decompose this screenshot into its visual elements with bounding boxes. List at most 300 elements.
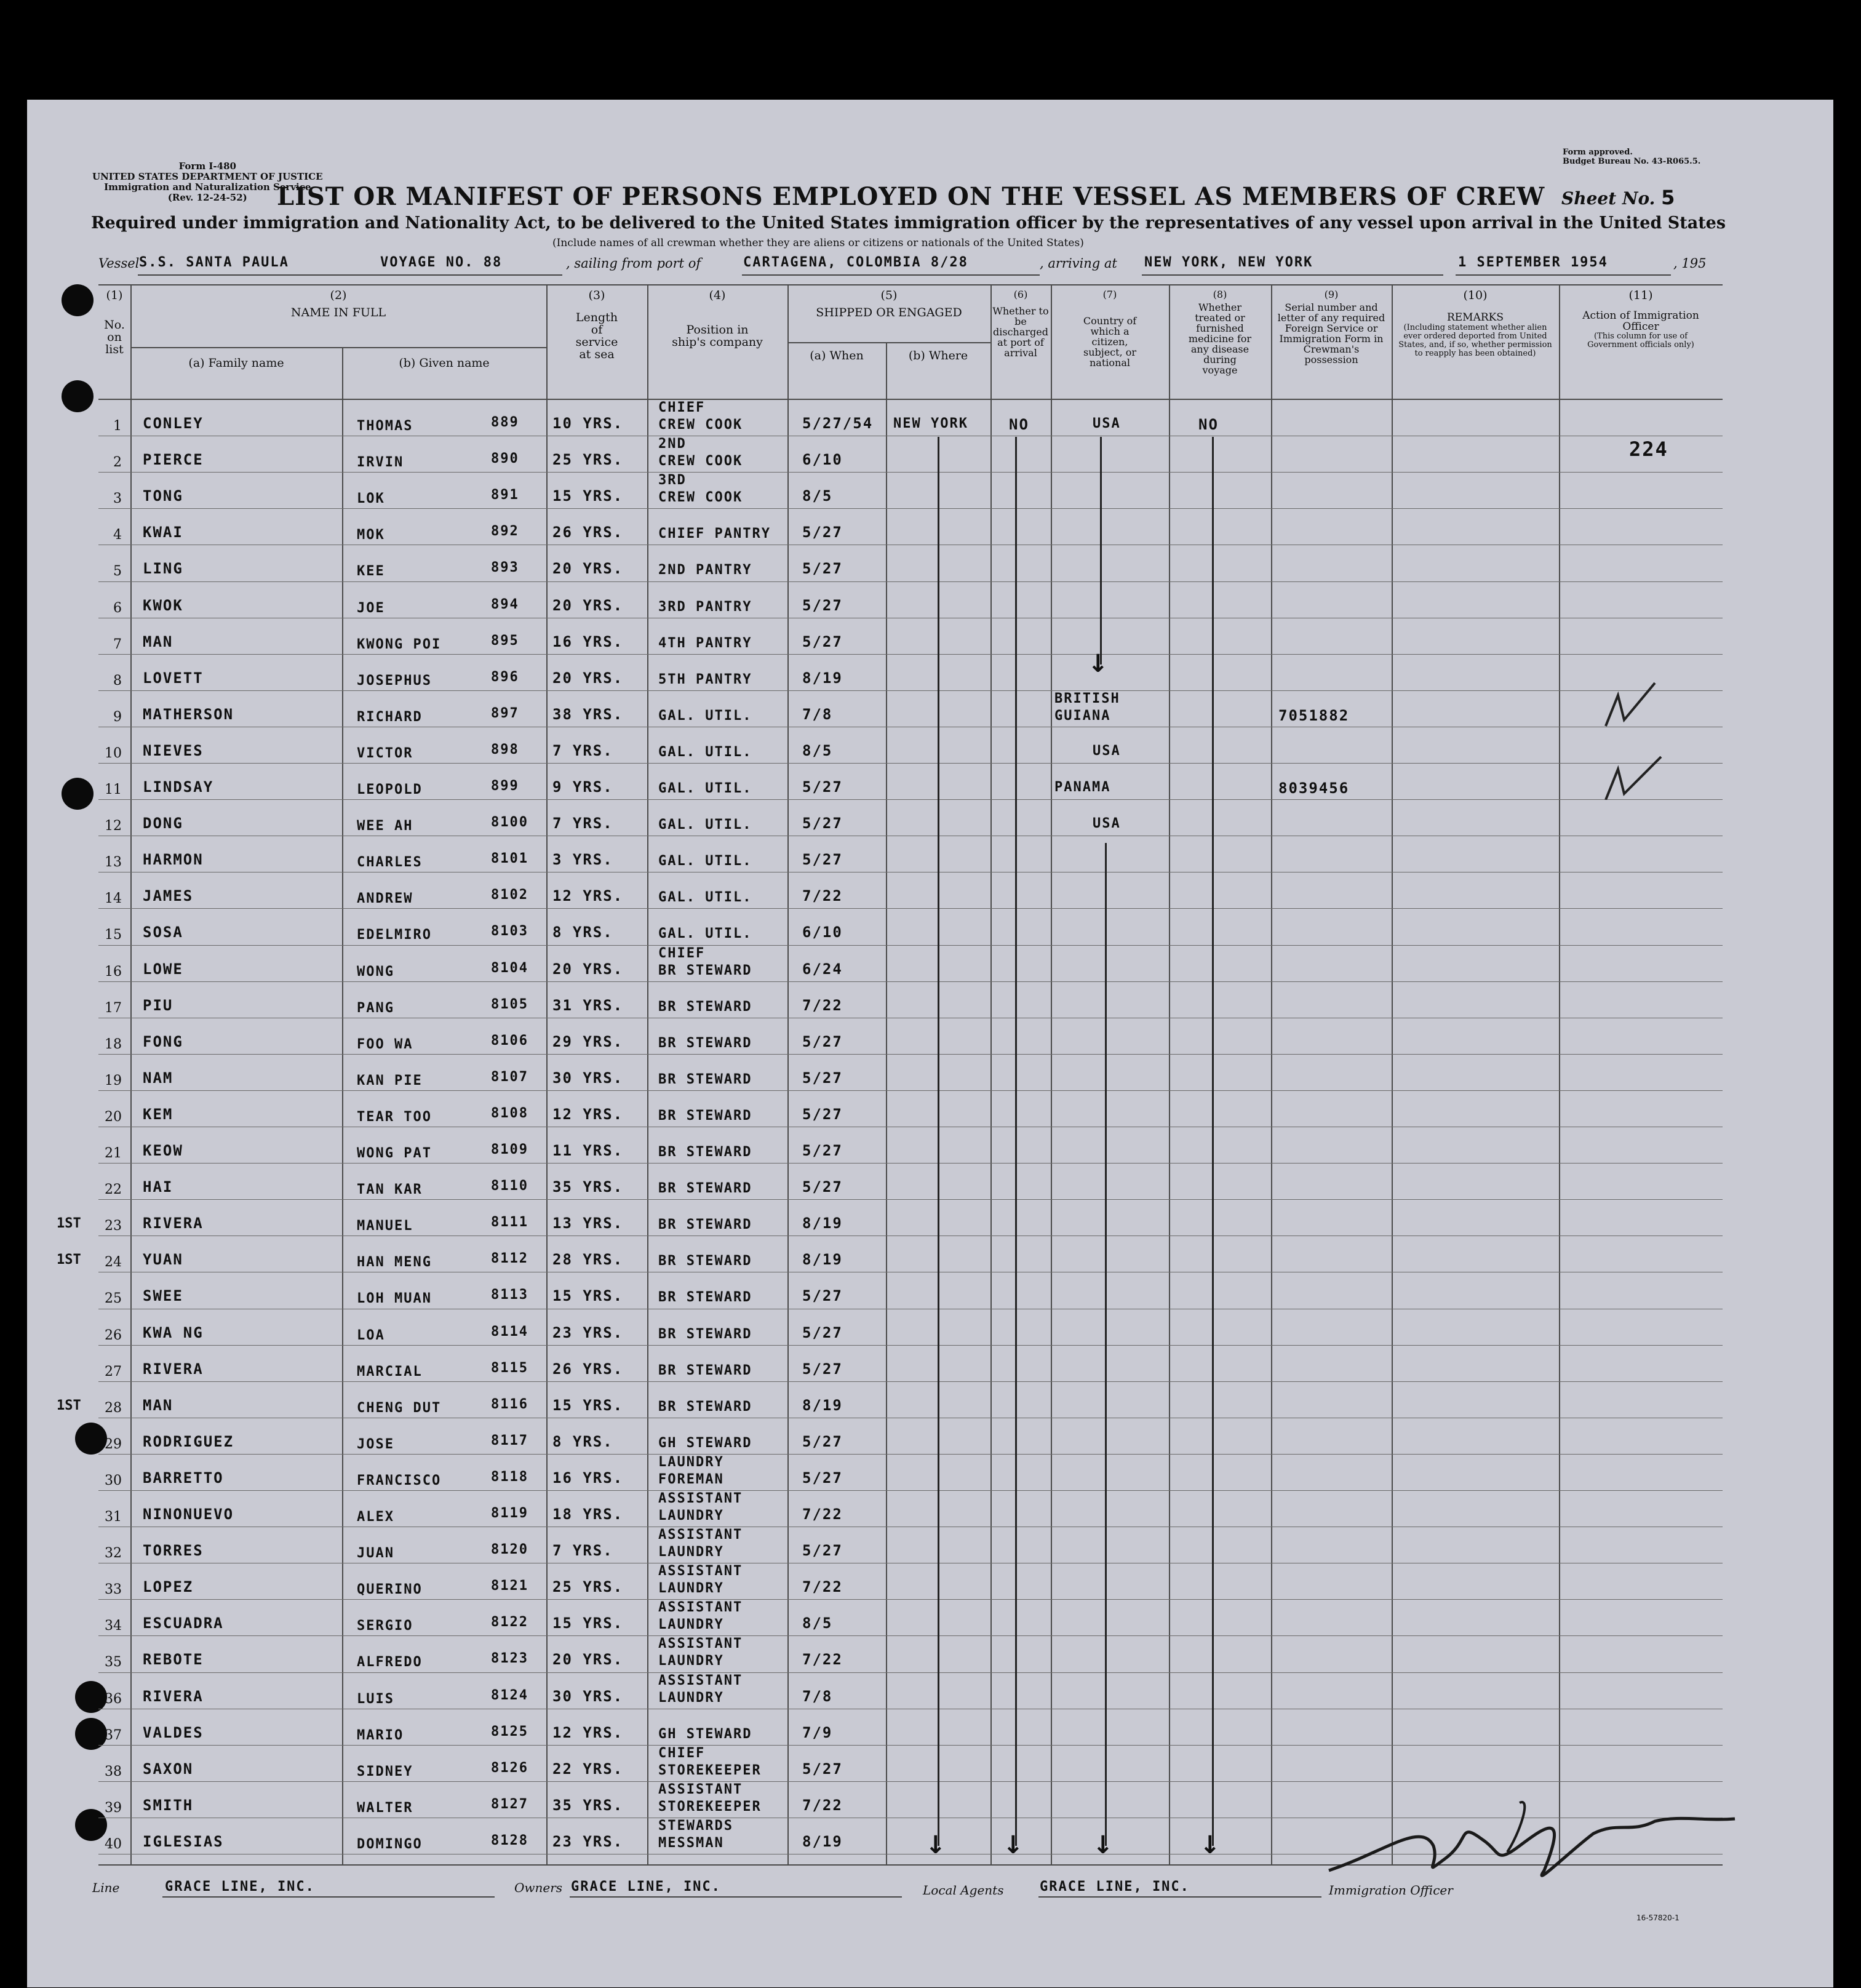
position-line2: GAL. UTIL. [658,926,752,942]
family-name: KWOK [143,596,183,614]
shipped-when: 5/27 [802,633,843,650]
col-header-name: (2) NAME IN FULL [290,289,386,319]
position-line2: LAUNDRY [658,1544,724,1560]
country: USA [1093,416,1121,431]
shipped-when: 5/27 [802,851,843,869]
position-line1: ASSISTANT [658,1672,743,1688]
table-row [98,1018,1723,1055]
position-line2: BR STEWARD [658,1399,752,1415]
family-name: LING [143,560,183,578]
crew-id: 8106 [491,1032,528,1048]
service-length: 3 YRS. [552,851,613,869]
table-row [98,1200,1723,1236]
service-length: 11 YRS. [552,1142,624,1159]
position-line2: GAL. UTIL. [658,781,752,796]
crew-id: 8114 [491,1323,528,1339]
crew-id: 8118 [491,1469,528,1485]
position-line1: CHIEF [658,1745,706,1761]
row-number: 26 [105,1327,122,1343]
crew-id: 892 [491,524,519,540]
shipped-when: 5/27 [802,1287,843,1305]
row-number: 19 [105,1072,122,1088]
position-line2: BR STEWARD [658,1326,752,1342]
table-row [98,509,1723,545]
shipped-when: 6/24 [802,960,843,978]
position-line2: GH STEWARD [658,1435,752,1451]
crew-id: 8113 [491,1287,528,1303]
row-number: 3 [113,491,122,507]
row-number: 10 [105,745,122,761]
arriving-label: , arriving at [1040,256,1117,271]
family-name: LINDSAY [143,778,214,796]
family-name: TONG [143,487,183,505]
table-row [98,1418,1723,1455]
shipped-when: 7/22 [802,1651,843,1669]
shipped-when: 5/27 [802,1760,843,1778]
family-name: RODRIGUEZ [143,1432,234,1450]
given-name: JOSEPHUS [357,673,432,689]
row-number: 27 [105,1363,122,1379]
shipped-when: 5/27 [802,1469,843,1487]
shipped-when: 8/5 [802,487,833,505]
service-length: 25 YRS. [552,451,624,469]
col-header-family: (a) Family name [188,356,284,370]
shipped-when: 8/19 [802,1251,843,1269]
col-header-discharged: (6) Whether to be discharged at port of arrival [992,289,1049,359]
table-row [98,618,1723,655]
given-name: RICHARD [357,709,423,725]
service-length: 8 YRS. [552,924,613,941]
given-name: KWONG POI [357,636,442,652]
table-row [98,1600,1723,1636]
given-name: WONG PAT [357,1146,432,1161]
service-length: 30 YRS. [552,1687,624,1705]
table-row [98,473,1723,509]
row-number: 20 [105,1109,122,1125]
serial-number: 8039456 [1278,780,1350,797]
row-flag: 1ST [57,1397,81,1413]
shipped-when: 5/27 [802,1069,843,1087]
agents-value: GRACE LINE, INC. [1040,1879,1190,1894]
col-header-when: (a) When [810,349,864,362]
family-name: VALDES [143,1723,204,1741]
service-length: 12 YRS. [552,1105,624,1123]
position-line1: ASSISTANT [658,1491,743,1506]
service-length: 12 YRS. [552,1723,624,1741]
family-name: LOWE [143,960,183,978]
table-row [98,1563,1723,1600]
position-line1: STEWARDS [658,1818,733,1834]
position-line2: FOREMAN [658,1471,724,1487]
position-line1: ASSISTANT [658,1600,743,1616]
family-name: PIERCE [143,451,204,469]
row-number: 40 [105,1836,122,1852]
department: UNITED STATES DEPARTMENT OF JUSTICE [92,171,323,182]
row-number: 12 [105,818,122,834]
table-row [98,727,1723,764]
table-row [98,691,1723,727]
table-row [98,1636,1723,1672]
service-length: 16 YRS. [552,1469,624,1487]
position-line2: BR STEWARD [658,1181,752,1197]
shipped-when: 6/10 [802,924,843,941]
position-line1: 2ND [658,436,687,452]
arrival-date: 1 SEPTEMBER 1954 [1458,255,1608,270]
position-line2: LAUNDRY [658,1653,724,1669]
given-name: WONG [357,964,394,980]
position-line1: LAUNDRY [658,1454,724,1470]
shipped-when: 7/8 [802,1687,833,1705]
service-length: 23 YRS. [552,1832,624,1850]
position-line2: CREW COOK [658,417,743,433]
sheet-value: 5 [1661,186,1675,209]
given-name: MARCIAL [357,1363,423,1379]
table-row [98,1164,1723,1200]
given-name: THOMAS [357,418,413,434]
crew-id: 8102 [491,887,528,903]
table-row [98,1346,1723,1382]
col-header-length: (3) Length of service at sea [575,289,618,361]
given-name: MANUEL [357,1218,413,1234]
position-line2: LAUNDRY [658,1690,724,1706]
family-name: NINONUEVO [143,1506,234,1523]
row-number: 28 [105,1400,122,1416]
row-number: 32 [105,1546,122,1562]
crew-id: 8110 [491,1178,528,1194]
table-row [98,1746,1723,1782]
position-line1: ASSISTANT [658,1781,743,1797]
discharged: NO [1009,416,1029,433]
print-code: 16-57820-1 [1636,1914,1680,1922]
given-name: LEOPOLD [357,782,423,797]
given-name: FOO WA [357,1036,413,1052]
shipped-when: 5/27 [802,778,843,796]
line-label: Line [92,1880,120,1895]
row-number: 37 [105,1727,122,1743]
row-flag: 1ST [57,1216,81,1232]
crew-id: 8125 [491,1723,528,1739]
family-name: SWEE [143,1287,183,1305]
crew-id: 8115 [491,1360,528,1376]
table-row [98,872,1723,909]
shipped-when: 7/22 [802,887,843,905]
family-name: MATHERSON [143,705,234,723]
shipped-when: 8/19 [802,1832,843,1850]
family-name: BARRETTO [143,1469,224,1487]
family-name: FONG [143,1032,183,1050]
row-number: 16 [105,964,122,980]
table-row [98,1709,1723,1746]
row-number: 22 [105,1182,122,1198]
service-length: 10 YRS. [552,415,624,432]
position-line2: BR STEWARD [658,999,752,1015]
position-line2: BR STEWARD [658,1253,752,1269]
row-number: 29 [105,1436,122,1452]
given-name: JUAN [357,1546,394,1562]
crew-id: 8123 [491,1651,528,1667]
row-number: 13 [105,855,122,871]
given-name: DOMINGO [357,1836,423,1852]
position-line2: LAUNDRY [658,1617,724,1633]
country: USA [1093,743,1121,759]
family-name: RIVERA [143,1687,204,1705]
family-name: JAMES [143,887,194,905]
row-number: 1 [113,418,122,434]
crew-id: 8127 [491,1796,528,1812]
given-name: SIDNEY [357,1763,413,1779]
family-name: MAN [143,633,173,650]
service-length: 15 YRS. [552,487,624,505]
service-length: 20 YRS. [552,596,624,614]
family-name: SOSA [143,924,183,941]
shipped-when: 5/27 [802,1178,843,1196]
given-name: TAN KAR [357,1182,423,1198]
service-length: 35 YRS. [552,1178,624,1196]
country: PANAMA [1054,780,1111,795]
service-length: 26 YRS. [552,1360,624,1378]
position-line2: GH STEWARD [658,1726,752,1742]
arrival-port: NEW YORK, NEW YORK [1144,255,1313,270]
departure-port: CARTAGENA, COLOMBIA 8/28 [743,255,968,270]
service-length: 30 YRS. [552,1069,624,1087]
shipped-when: 7/22 [802,1578,843,1596]
family-name: TORRES [143,1542,204,1560]
position-line2: BR STEWARD [658,1071,752,1087]
given-name: ALFREDO [357,1655,423,1671]
position-line2: GAL. UTIL. [658,853,752,869]
given-name: PANG [357,1000,394,1016]
crew-id: 8103 [491,924,528,940]
form-number: Form I-480 [178,161,236,172]
crew-id: 8128 [491,1832,528,1848]
shipped-when: 5/27 [802,560,843,578]
col-header-action: (11) Action of Immigration Officer (This column for use of Government officials only) [1582,289,1699,349]
given-name: KEE [357,564,385,580]
service-length: 7 YRS. [552,741,613,759]
family-name: HARMON [143,851,204,869]
budget-bureau: Budget Bureau No. 43-R065.5. [1563,157,1701,166]
line-value: GRACE LINE, INC. [165,1879,315,1894]
position-line1: CHIEF [658,400,706,415]
given-name: CHENG DUT [357,1400,442,1416]
crew-id: 8117 [491,1432,528,1448]
service-length: 35 YRS. [552,1796,624,1814]
row-number: 36 [105,1691,122,1707]
crew-id: 897 [491,705,519,721]
position-line2: BR STEWARD [658,962,752,978]
family-name: LOVETT [143,669,204,687]
shipped-when: 5/27 [802,1323,843,1341]
shipped-when: 7/22 [802,1506,843,1523]
col-header-serial: (9) Serial number and letter of any required Foreign Service or Immigration Form in Crewman's possession [1277,289,1385,365]
family-name: LOPEZ [143,1578,194,1596]
crew-id: 896 [491,669,519,685]
shipped-when: 8/19 [802,1396,843,1414]
page-title: LIST OR MANIFEST OF PERSONS EMPLOYED ON THE VESSEL AS MEMBERS OF CREW [277,182,1545,211]
given-name: JOE [357,600,385,616]
crew-id: 8111 [491,1215,528,1231]
table-row [98,1236,1723,1272]
check-mark-icon [1593,677,1692,800]
officer-action: 224 [1629,437,1668,461]
row-number: 11 [105,782,122,797]
shipped-when: 8/19 [802,669,843,687]
shipped-where: NEW YORK [893,416,968,431]
given-name: SERGIO [357,1618,413,1634]
given-name: IRVIN [357,455,404,471]
country: BRITISH [1054,690,1120,706]
sheet-number [1561,186,1675,209]
crew-id: 8124 [491,1687,528,1703]
row-number: 5 [113,564,122,580]
row-number: 15 [105,927,122,943]
position-line2: LAUNDRY [658,1508,724,1523]
table-row [98,436,1723,473]
given-name: FRANCISCO [357,1472,442,1488]
table-row [98,1127,1723,1164]
service-length: 31 YRS. [552,996,624,1014]
service-length: 29 YRS. [552,1032,624,1050]
service-length: 23 YRS. [552,1323,624,1341]
table-row [98,909,1723,945]
col-header-remarks: (10) REMARKS (Including statement whether alien ever ordered deported from United States, and, if so, whether permission to reapply has been obtained) [1398,289,1552,358]
family-name: HAI [143,1178,173,1196]
given-name: LOH MUAN [357,1291,432,1307]
row-number: 6 [113,600,122,616]
position-line2: LAUNDRY [658,1581,724,1597]
shipped-when: 7/8 [802,705,833,723]
position-line2: CHIEF PANTRY [658,526,771,542]
row-number: 14 [105,891,122,907]
position-line2: BR STEWARD [658,1144,752,1160]
vessel-label: Vessel [98,256,140,271]
table-row [98,982,1723,1018]
service-length: 8 YRS. [552,1432,613,1450]
position-line2: 3RD PANTRY [658,599,752,615]
family-name: PIU [143,996,173,1014]
position-line2: 5TH PANTRY [658,671,752,687]
shipped-when: 5/27 [802,1432,843,1450]
shipped-when: 7/22 [802,1796,843,1814]
position-line2: BR STEWARD [658,1108,752,1124]
table-row [98,1673,1723,1709]
crew-id: 898 [491,741,519,757]
row-number: 39 [105,1800,122,1816]
table-row [98,1527,1723,1563]
table-row [98,764,1723,800]
given-name: MOK [357,527,385,543]
table-row [98,1272,1723,1309]
table-row [98,946,1723,982]
sheet-label: Sheet No. [1561,188,1656,209]
approval-note [1563,148,1700,166]
position-line1: CHIEF [658,945,706,961]
row-number: 23 [105,1218,122,1234]
given-name: ALEX [357,1509,394,1525]
country: USA [1093,816,1121,832]
row-number: 24 [105,1255,122,1271]
crew-id: 889 [491,415,519,430]
shipped-when: 5/27 [802,1360,843,1378]
service-length: 20 YRS. [552,960,624,978]
crew-id: 8119 [491,1506,528,1521]
table-row [98,836,1723,872]
position-line2: 4TH PANTRY [658,635,752,651]
row-number: 25 [105,1291,122,1307]
shipped-when: 7/9 [802,1723,833,1741]
shipped-when: 5/27 [802,1105,843,1123]
position-line2: STOREKEEPER [658,1762,762,1778]
given-name: WEE AH [357,818,413,834]
crew-id: 891 [491,487,519,503]
crew-id: 894 [491,596,519,612]
row-number: 21 [105,1146,122,1161]
table-row [98,1382,1723,1418]
row-flag: 1ST [57,1252,81,1268]
row-number: 9 [113,709,122,725]
row-number: 35 [105,1655,122,1671]
shipped-when: 6/10 [802,451,843,469]
crew-id: 8121 [491,1578,528,1594]
position-line2: MESSMAN [658,1835,724,1851]
position-line1: ASSISTANT [658,1527,743,1543]
punch-hole [62,284,94,316]
crew-id: 8107 [491,1069,528,1085]
shipped-when: 5/27 [802,1542,843,1560]
crew-id: 8104 [491,960,528,976]
row-number: 30 [105,1472,122,1488]
shipped-when: 5/27 [802,596,843,614]
punch-hole [62,778,94,810]
crew-id: 893 [491,560,519,576]
table-row [98,655,1723,691]
family-name: NIEVES [143,741,204,759]
service-length: 15 YRS. [552,1615,624,1632]
family-name: KEM [143,1105,173,1123]
given-name: LOA [357,1327,385,1343]
crew-id: 8112 [491,1251,528,1267]
service-length: 12 YRS. [552,887,624,905]
approved-label: Form approved. [1563,148,1633,157]
officer-label: Immigration Officer [1329,1883,1453,1898]
position-line2: GAL. UTIL. [658,744,752,760]
family-name: DONG [143,815,183,832]
service: Immigration and Naturalization Service [104,182,311,193]
given-name: CHARLES [357,855,423,871]
row-number: 8 [113,673,122,689]
service-length: 16 YRS. [552,633,624,650]
country-line2: GUIANA [1054,708,1111,724]
sailing-label: , sailing from port of [566,256,701,271]
row-number: 7 [113,636,122,652]
row-number: 18 [105,1036,122,1052]
family-name: MAN [143,1396,173,1414]
given-name: LOK [357,491,385,507]
service-length: 38 YRS. [552,705,624,723]
row-number: 17 [105,1000,122,1016]
service-length: 25 YRS. [552,1578,624,1596]
family-name: REBOTE [143,1651,204,1669]
table-row [98,1455,1723,1491]
shipped-when: 7/22 [802,996,843,1014]
row-number: 33 [105,1582,122,1598]
shipped-when: 8/19 [802,1215,843,1232]
row-number: 2 [113,455,122,471]
given-name: EDELMIRO [357,927,432,943]
given-name: LUIS [357,1691,394,1707]
crew-id: 899 [491,778,519,794]
shipped-when: 8/5 [802,1615,833,1632]
